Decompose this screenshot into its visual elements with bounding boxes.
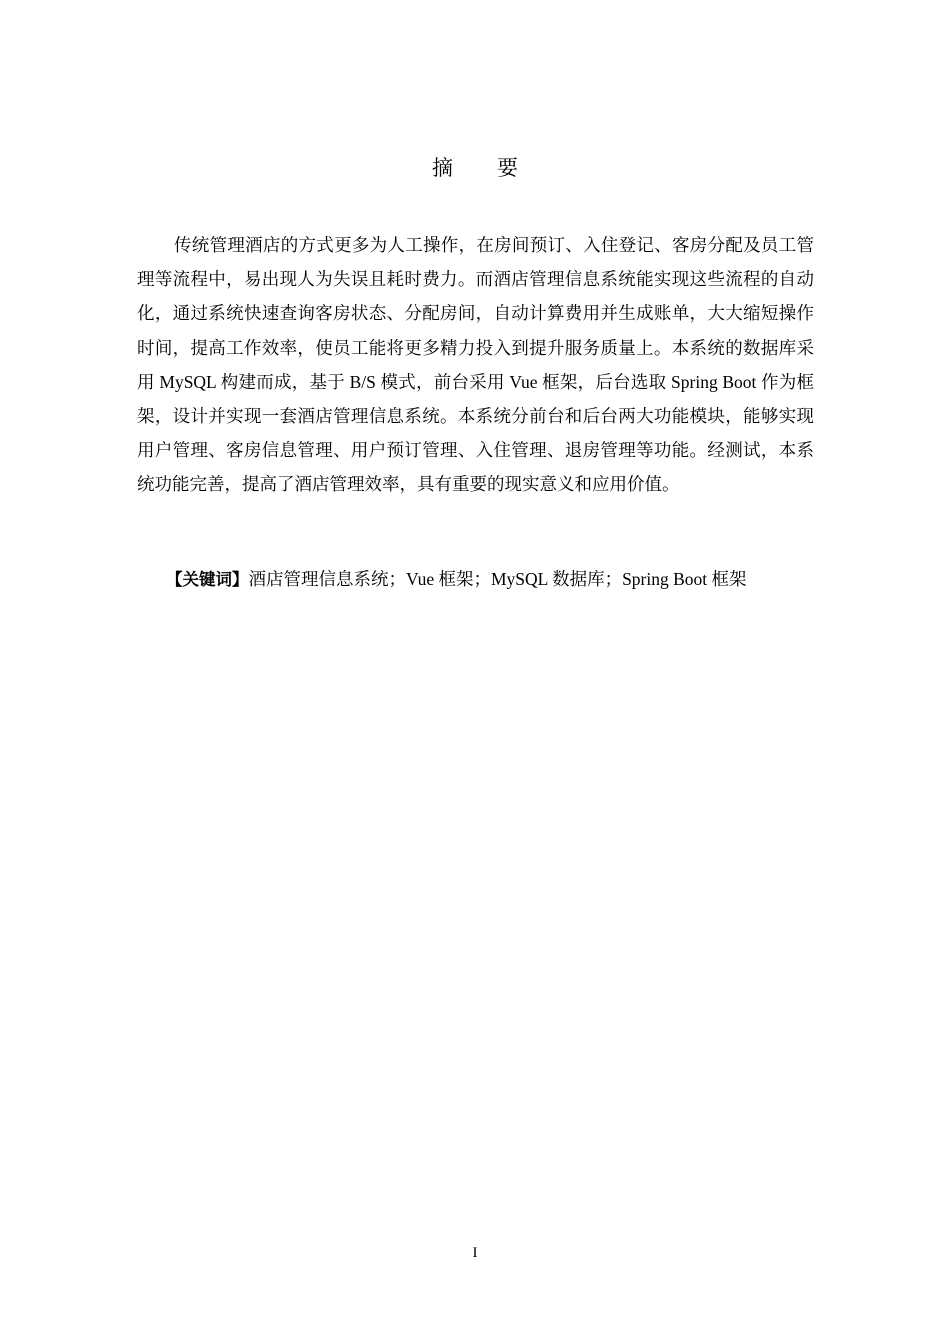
keywords-text: 酒店管理信息系统；Vue 框架；MySQL 数据库；Spring Boot 框架 xyxy=(248,569,747,589)
keywords-label: 【关键词】 xyxy=(166,570,249,589)
abstract-heading xyxy=(0,152,950,184)
heading-char-1: 摘 xyxy=(432,156,453,180)
keywords-line xyxy=(137,562,814,597)
heading-char-2: 要 xyxy=(497,156,518,180)
page-number: I xyxy=(472,1245,478,1261)
abstract-paragraph: 传统管理酒店的方式更多为人工操作，在房间预订、入住登记、客房分配及员工管理等流程中，易出现人为失误且耗时费力。而酒店管理信息系统能实现这些流程的自动化，通过系统快速查询客房状态、分配房间，自动计算费用并生成账单，大大缩短操作时间，提高工作效率，使员工能将更多精力投入到提升服务质量上。本系统的数据库采用 MySQL 构建而成，基于 B/S 模式，前台采用 Vue 框架，后台选取 Spring Boot 作为框架，设计并实现一套酒店管理信息系统。本系统分前台和后台两大功能模块，能够实现用户管理、客房信息管理、用户预订管理、入住管理、退房管理等功能。经测试，本系统功能完善，提高了酒店管理效率，具有重要的现实意义和应用价值。 xyxy=(137,235,814,495)
